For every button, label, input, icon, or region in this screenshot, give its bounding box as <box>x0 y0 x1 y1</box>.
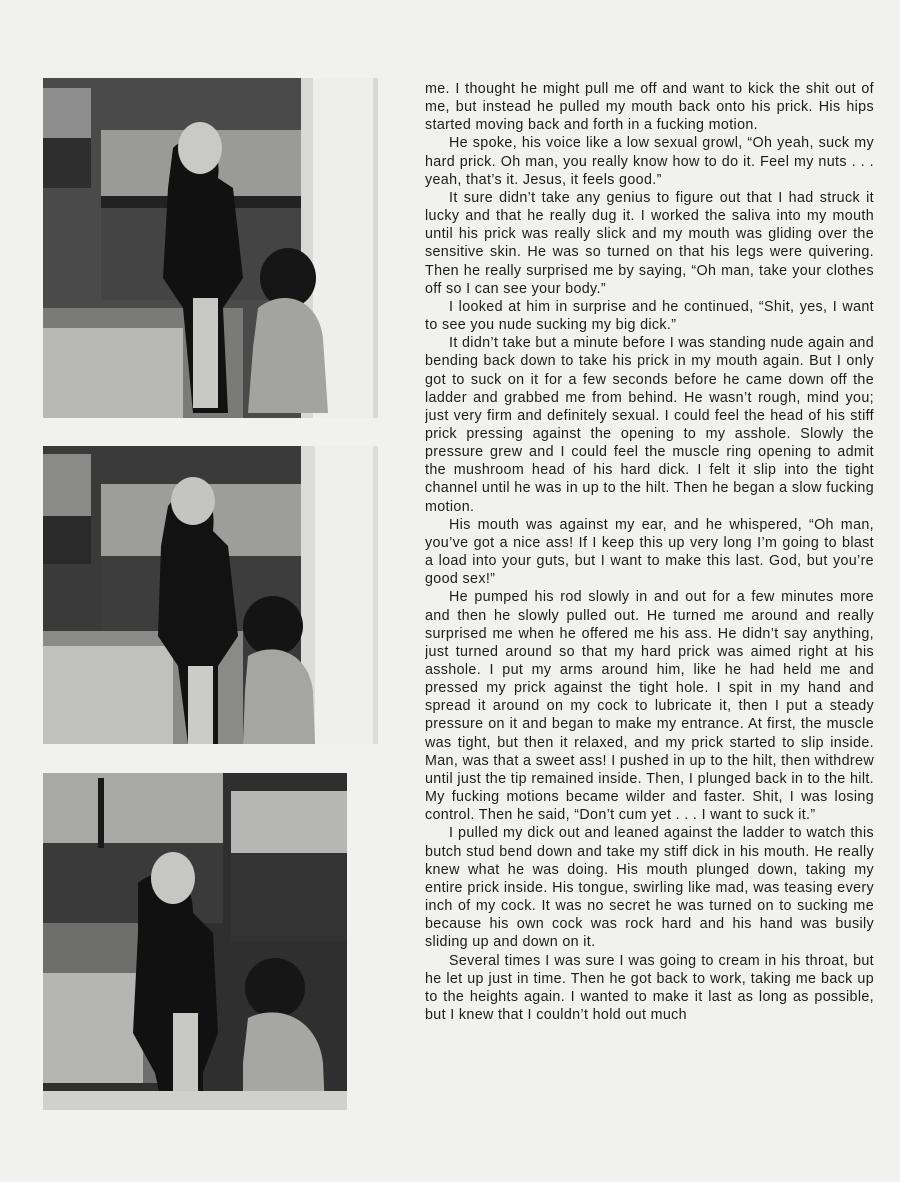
photo-middle <box>43 446 378 744</box>
paragraph-5: It didn’t take but a minute before I was standing nude again and bending back down to take his prick in my mouth again. But I only got to suck on it for a few seconds before he came down off the ladder and grabbed me from behind. He wasn’t rough, mind you; just very firm and definitely sexual. I could feel the head of his stiff prick pressing against the opening to my asshole. Slowly the pressure grew and I could feel the muscle ring opening to admit the mushroom head of his hard dick. I felt it slip into the tight channel until he was in up to the hilt. Then he began a slow fucking motion. <box>425 335 874 515</box>
paragraph-6: His mouth was against my ear, and he whispered, “Oh man, you’ve got a nice ass! If I keep this up very long I’m going to blast a load into your guts, but I want to make this last. God, but you’re good sex!” <box>425 516 874 588</box>
photo-bottom <box>43 773 347 1110</box>
paragraph-3: It sure didn’t take any genius to figure out that I had struck it lucky and that he really dug it. I worked the saliva into my mouth until his prick was really slick and my mouth was gliding over the sensitive skin. He was so turned on that his legs were quivering. Then he really surprised me by saying, “Oh man, take your clothes off so I can see your body.” <box>425 189 874 297</box>
article-body <box>425 80 874 1150</box>
paragraph-2: He spoke, his voice like a low sexual growl, “Oh yeah, suck my hard prick. Oh man, you really know how to do it. Feel my nuts . . . yeah, that’s it. Jesus, it feels good.” <box>425 135 874 188</box>
paragraph-8: I pulled my dick out and leaned against the ladder to watch this butch stud bend down and take my stiff dick in his mouth. He really knew what he was doing. His mouth plunged down, taking my entire prick inside. His tongue, swirling like mad, was teasing every inch of my cock. It was no secret he was turned on to sucking me because his own cock was rock hard and his hand was busily sliding up and down on it. <box>425 825 874 951</box>
paragraph-4: I looked at him in surprise and he continued, “Shit, yes, I want to see you nude sucking my big dick.” <box>425 298 874 334</box>
paragraph-7: He pumped his rod slowly in and out for a few minutes more and then he slowly pulled out. He turned me around and really surprised me when he offered me his ass. He didn’t say anything, just turned around so that my hard prick was aimed right at his asshole. I put my arms around him, like he had held me and pressed my prick against the tight hole. I spit in my hand and spread it around on my cock to lubricate it, then I put a steady pressure on it and began to make my entrance. At first, the muscle was tight, but then it relaxed, and my prick started to slip inside. Man, was that a sweet ass! I pushed in up to the hilt, then withdrew until just the tip remained inside. Then, I plunged back in to the hilt. My fucking motions became wilder and faster. Shit, I was losing control. Then he said, “Don’t cum yet . . . I want to suck it.” <box>425 589 874 824</box>
paragraph-9: Several times I was sure I was going to cream in his throat, but he let up just in time. Then he got back to work, taking me back up to the heights again. I wanted to make it last as long as possible, but I knew that I couldn’t hold out much <box>425 952 874 1023</box>
photo-top <box>43 78 378 418</box>
paragraph-1: me. I thought he might pull me off and want to kick the shit out of me, but instead he pulled my mouth back onto his prick. His hips started moving back and forth in a fucking motion. <box>425 81 874 134</box>
photo-bottom-image <box>43 773 347 1110</box>
photo-middle-image <box>43 446 378 744</box>
photo-top-image <box>43 78 378 418</box>
